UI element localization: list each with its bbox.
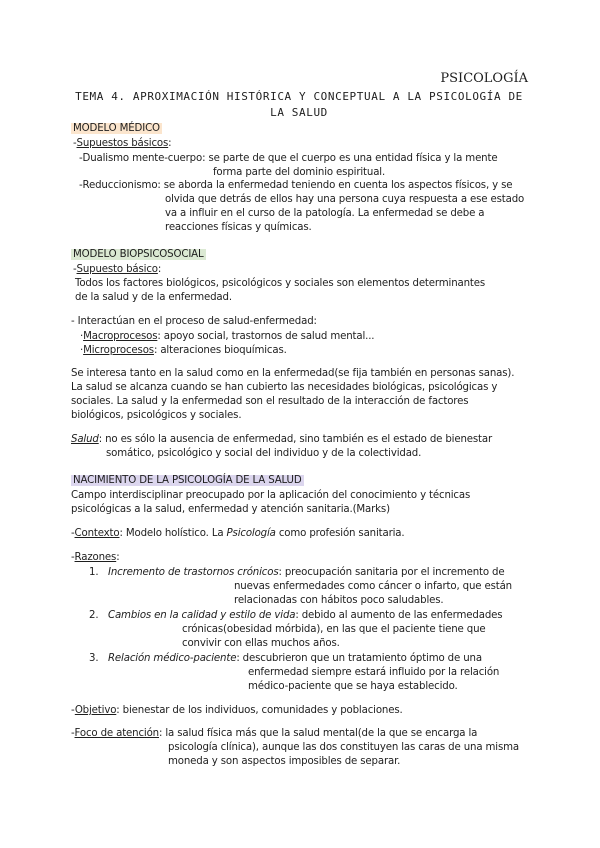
foco-line-2: psicología clínica), aunque las dos constituyen las caras de una misma (168, 742, 519, 753)
section-heading-modelo-biopsicosocial (71, 247, 206, 262)
underlined-term: Microprocesos (83, 345, 154, 356)
razon-1-line-1: Incremento de trastornos crónicos: preocupación sanitaria por el incremento de (108, 567, 505, 578)
topic-title-line-2: LA SALUD (270, 106, 328, 119)
razon-3-line-1: Relación médico-paciente: descubrieron que un tratamiento óptimo de una (108, 653, 482, 664)
supuestos-basicos-label: -Supuestos básicos: (73, 138, 172, 149)
razon-1-line-3: relacionadas con hábitos poco saludables. (234, 595, 444, 606)
razon-2-line-3: convivir con ellas muchos años. (182, 638, 340, 649)
underlined-term: Foco de atención (74, 728, 159, 739)
underlined-term: Salud (71, 434, 99, 445)
dualismo-line-1: -Dualismo mente-cuerpo: se parte de que el cuerpo es una entidad física y la mente (79, 153, 498, 164)
heading-highlight: NACIMIENTO DE LA PSICOLOGÍA DE LA SALUD (73, 475, 302, 486)
macroprocesos-line: ·Macroprocesos: apoyo social, trastornos de salud mental... (80, 331, 375, 342)
razon-3-line-2: enfermedad siempre estará influido por la relación (248, 667, 500, 678)
salud-definition-line-2: somático, psicológico y social del individuo y de la colectividad. (106, 448, 422, 459)
razon-2-line-1: Cambios en la calidad y estilo de vida: debido al aumento de las enfermedades (108, 610, 503, 621)
reduccionismo-line-1: -Reduccionismo: se aborda la enfermedad teniendo en cuenta los aspectos físicos, y se (79, 180, 513, 191)
topic-title-line-1: TEMA 4. APROXIMACIÓN HISTÓRICA Y CONCEPTUAL A LA PSICOLOGÍA DE (75, 90, 523, 103)
heading-highlight: MODELO BIOPSICOSOCIAL (73, 249, 204, 260)
interesa-line-2: La salud se alcanza cuando se han cubierto las necesidades biológicas, psicológicas y (71, 382, 498, 393)
campo-line-1: Campo interdisciplinar preocupado por la aplicación del conocimiento y técnicas (71, 490, 471, 501)
contexto-line: -Contexto: Modelo holístico. La Psicología como profesión sanitaria. (71, 528, 405, 539)
razon-2-line-2: crónicas(obesidad mórbida), en las que el paciente tiene que (182, 624, 486, 635)
razon-1-line-2: nuevas enfermedades como cáncer o infarto, que están (234, 581, 512, 592)
microprocesos-line: ·Microprocesos: alteraciones bioquímicas. (80, 345, 287, 356)
underlined-term: Supuesto básico (76, 264, 158, 275)
reduccionismo-line-3: va a influir en el curso de la patología. La enfermedad se debe a (165, 208, 485, 219)
razones-label: -Razones: (71, 552, 120, 563)
razon-1-number: 1. (89, 567, 99, 578)
topic-title (70, 89, 528, 121)
underlined-term: Objetivo (74, 705, 117, 716)
interesa-line-1: Se interesa tanto en la salud como en la enfermedad(se fija también en personas sanas). (71, 368, 515, 379)
section-heading-modelo-medico (71, 121, 162, 136)
razon-3-number: 3. (89, 653, 99, 664)
subject-title: PSICOLOGÍA (440, 71, 528, 86)
campo-line-2: psicológicas a la salud, enfermedad y atención sanitaria.(Marks) (71, 504, 390, 515)
foco-line-1: -Foco de atención: la salud física más que la salud mental(de la que se encarga la (71, 728, 478, 739)
section-heading-nacimiento (71, 473, 304, 488)
factores-line-2: de la salud y de la enfermedad. (75, 292, 232, 303)
foco-line-3: moneda y son aspectos imposibles de separar. (168, 756, 401, 767)
interesa-line-3: sociales. La salud y la enfermedad son el resultado de la interacción de factores (71, 396, 469, 407)
underlined-term: Contexto (74, 528, 120, 539)
dualismo-line-2: forma parte del dominio espiritual. (213, 167, 386, 178)
reduccionismo-line-2: olvida que detrás de ellos hay una persona cuya respuesta a ese estado (165, 194, 525, 205)
underlined-term: Macroprocesos (83, 331, 158, 342)
reduccionismo-line-4: reacciones físicas y químicas. (165, 222, 312, 233)
underlined-term: Razones (74, 552, 117, 563)
razon-2-number: 2. (89, 610, 99, 621)
objetivo-line: -Objetivo: bienestar de los individuos, comunidades y poblaciones. (71, 705, 403, 716)
interesa-line-4: biológicos, psicológicos y sociales. (71, 410, 242, 421)
heading-highlight: MODELO MÉDICO (73, 123, 160, 134)
interactuan-line: - Interactúan en el proceso de salud-enfermedad: (71, 316, 317, 327)
underlined-term: Supuestos básicos (76, 138, 169, 149)
salud-definition-line-1: Salud: no es sólo la ausencia de enfermedad, sino también es el estado de bienestar (71, 434, 493, 445)
razon-3-line-3: médico-paciente que se haya establecido. (248, 681, 458, 692)
supuesto-basico-label: -Supuesto básico: (73, 264, 162, 275)
factores-line-1: Todos los factores biológicos, psicológicos y sociales son elementos determinantes (75, 278, 486, 289)
